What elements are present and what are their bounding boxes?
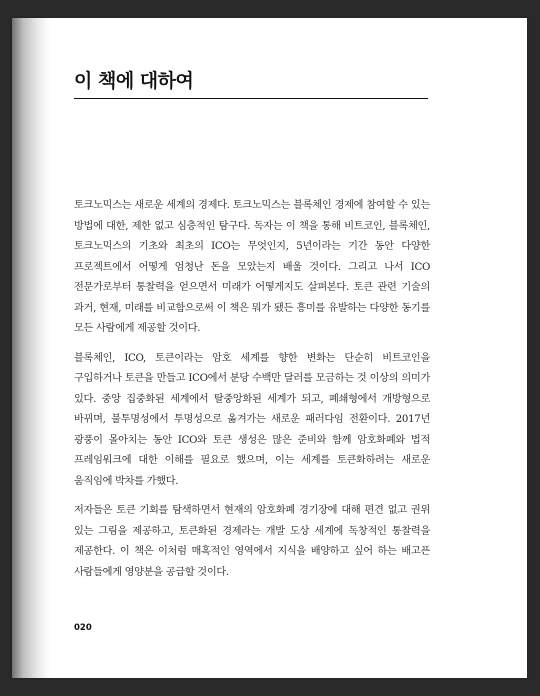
paragraph: 블록체인, ICO, 토큰이라는 암호 세계를 향한 변화는 단순히 비트코인을 구입하거나 토큰을 만들고 ICO에서 분당 수백만 달러를 모금하는 것 이상의 의미가 있다. 중앙 집중화된 세계에서 탈중앙화된 세계가 되고, 폐쇄형에서 개방형으로 바뀌며, 불투명성에서 투명성으로 옮겨가는 새로운 패러다임 전환이다. 2017년 광풍이 몰아치는 동안 ICO와 토큰 생성은 많은 준비와 함께 암호화폐와 법적 프레임워크에 대한 이해를 필요로 했으며, 이는 세계를 토큰화하려는 새로운 움직임에 박차를 가했다.	[74, 352, 430, 487]
paragraph: 저자들은 토큰 기회를 탐색하면서 현재의 암호화폐 경기장에 대해 편견 없고 권위 있는 그림을 제공하고, 토큰화된 경제라는 개발 도상 세계에 독창적인 통찰력을 제공한다. 이 책은 이처럼 매혹적인 영역에서 지식을 배양하고 싶어 하는 배고픈 사람들에게 영양분을 공급할 것이다.	[74, 505, 430, 578]
spine-shadow	[12, 18, 50, 678]
paragraph: 토크노믹스는 새로운 세계의 경제다. 토크노믹스는 블록체인 경제에 참여할 수 있는 방법에 대한, 제한 없고 심층적인 탐구다. 독자는 이 책을 통해 비트코인, 블록체인, 토크노믹스의 기초와 최초의 ICO는 무엇인지, 5년이라는 기간 동안 다양한 프로젝트에서 어떻게 엄청난 돈을 모았는지 배울 것이다. 그리고 나서 ICO 전문가로부터 통찰력을 얻으면서 미래가 어떻게지도 살펴본다. 토큰 관련 기술의 과거, 현재, 미래를 비교함으로써 이 책은 뭐가 됐든 흥미를 유발하는 다양한 동기를 모든 사람에게 제공할 것이다.	[74, 200, 430, 334]
body-text	[74, 196, 430, 592]
page-number: 020	[74, 623, 92, 633]
book-page	[12, 18, 527, 678]
chapter-title: 이 책에 대하여	[74, 66, 428, 99]
